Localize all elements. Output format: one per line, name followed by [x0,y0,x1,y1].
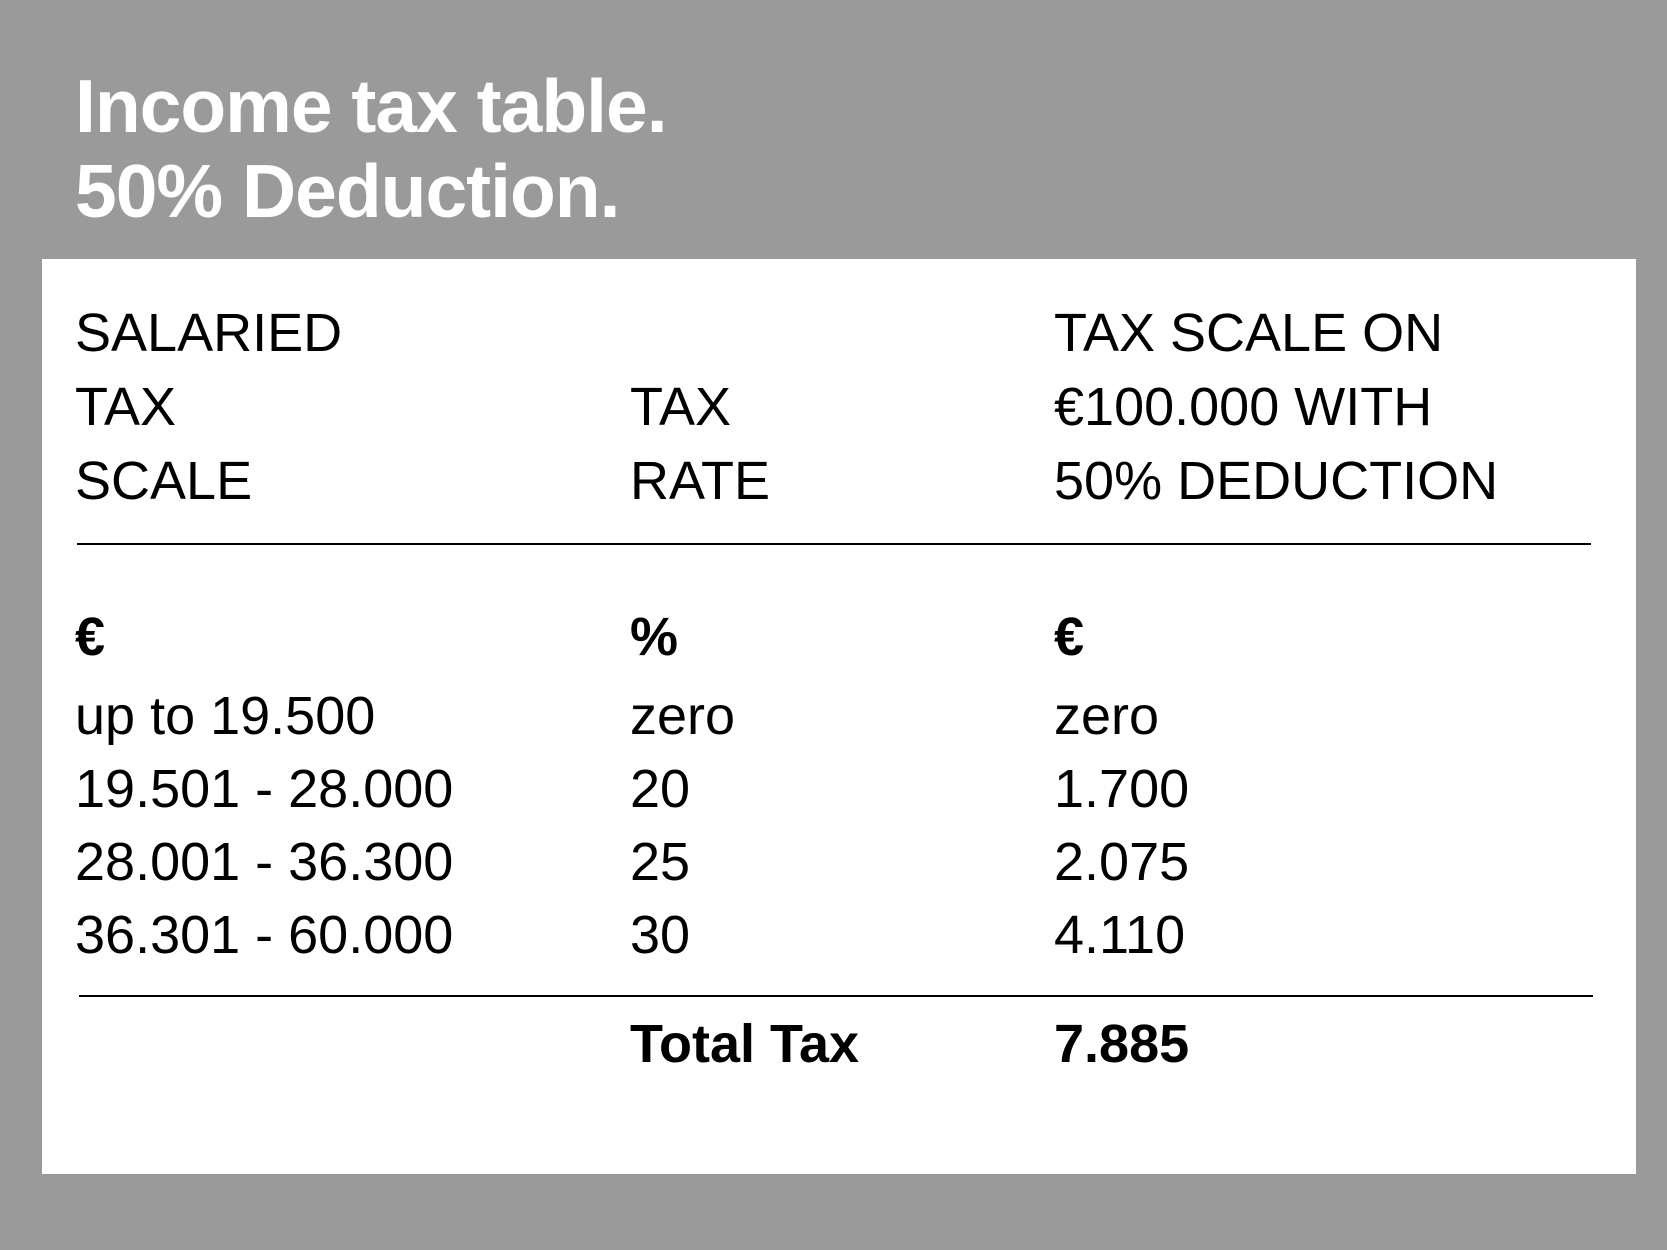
table-row-scale: 19.501 - 28.000 [75,759,454,819]
header-col3-line: €100.000 WITH [1054,377,1433,437]
table-row-scale: 28.001 - 36.300 [75,832,454,892]
table-row-rate: 30 [630,905,691,965]
header-col3-line: TAX SCALE ON [1054,303,1444,363]
total-divider [79,995,1593,997]
header-col2-line: RATE [630,451,771,511]
table-row-tax: zero [1054,686,1160,746]
table-row-rate: zero [630,686,736,746]
unit-col1: € [75,607,106,667]
tax-table-card [42,259,1636,1174]
total-tax-value: 7.885 [1054,1014,1190,1074]
table-row-tax: 1.700 [1054,759,1190,819]
header-tax-scale-deduction [1054,296,1498,518]
unit-col3: € [1054,607,1085,667]
table-row-scale: up to 19.500 [75,686,376,746]
table-row-scale: 36.301 - 60.000 [75,905,454,965]
header-col1-line: TAX [75,377,177,437]
table-row-rate: 25 [630,832,691,892]
unit-col2: % [630,607,679,667]
table-row-rate: 20 [630,759,691,819]
header-col1-line: SALARIED [75,303,343,363]
header-col1-line: SCALE [75,451,253,511]
header-divider [77,543,1591,545]
title-line-2: 50% Deduction. [75,149,620,233]
header-col3-line: 50% DEDUCTION [1054,451,1499,511]
header-salaried-tax-scale [75,296,342,518]
page-title [75,64,667,234]
table-row-tax: 2.075 [1054,832,1190,892]
header-tax-rate [630,370,770,518]
title-line-1: Income tax table. [75,64,667,148]
total-tax-label: Total Tax [630,1014,860,1074]
table-row-tax: 4.110 [1054,905,1186,965]
header-col2-line: TAX [630,377,732,437]
